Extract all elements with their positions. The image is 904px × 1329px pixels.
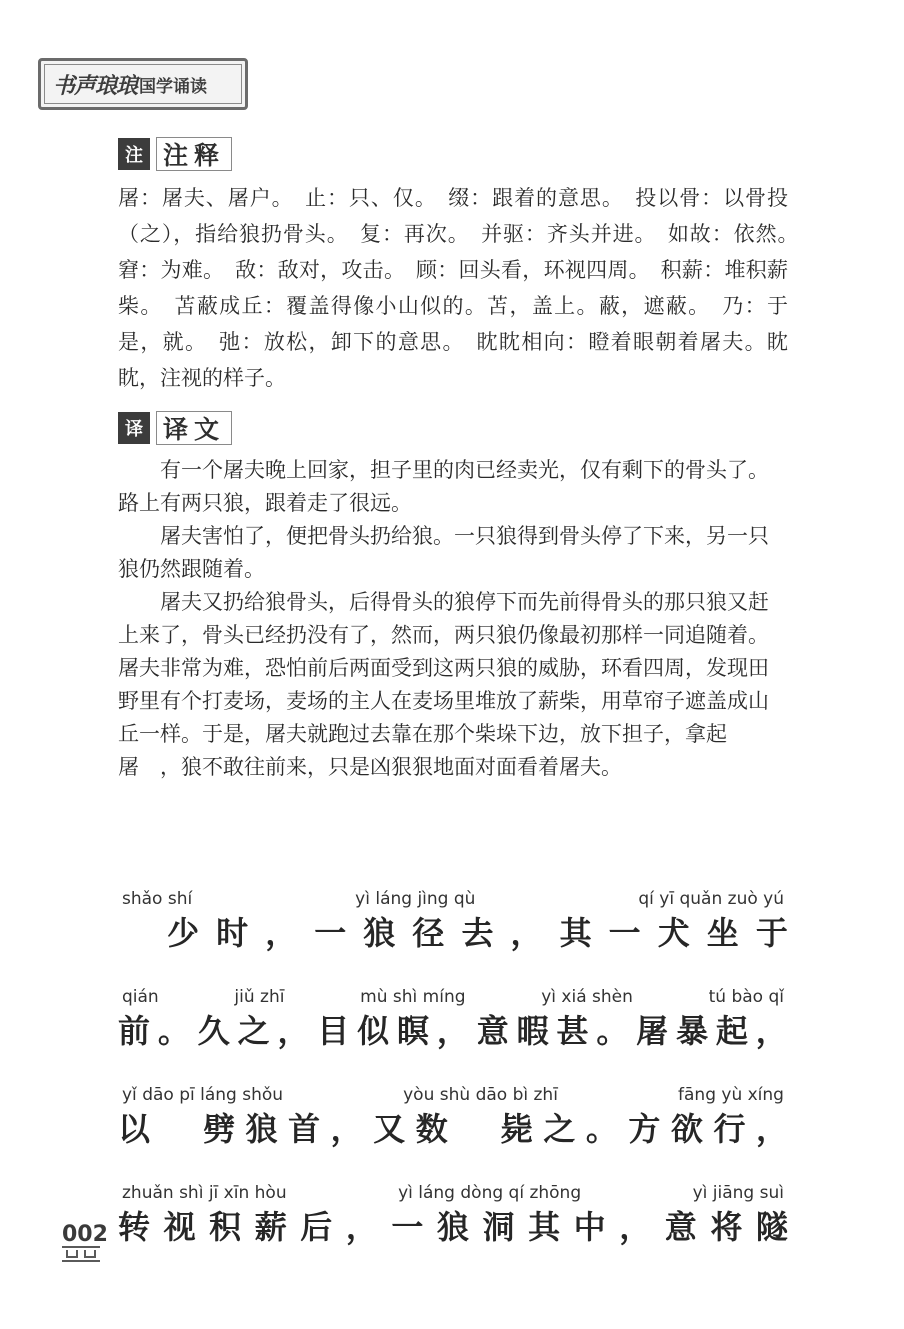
hanzi-char: 久 (197, 1012, 230, 1050)
hanzi-char: 一 (314, 914, 347, 952)
hanzi-char (458, 1106, 490, 1152)
hanzi-char: 薪 (254, 1208, 287, 1246)
hanzi-line (118, 1106, 788, 1152)
translation-paragraph: 屠夫害怕了，便把骨头扔给狼。一只狼得到骨头停了下来，另一只狼仍然跟随着。 (118, 524, 769, 581)
hanzi-char: 暴 (676, 1012, 709, 1050)
pinyin-group: fāng yù xíng (678, 1085, 784, 1105)
hanzi-char (118, 910, 150, 956)
pinyin-group: yì láng dòng qí zhōng (398, 1183, 582, 1203)
hanzi-char: ， (755, 1110, 788, 1148)
hanzi-char: 坐 (706, 914, 739, 952)
reading-line (118, 1084, 788, 1152)
hanzi-char: 数 (415, 1110, 448, 1148)
hanzi-char: 狼 (363, 914, 396, 952)
hanzi-char: ， (277, 1012, 310, 1050)
translation-paragraph: 屠夫又扔给狼骨头，后得骨头的狼停下而先前得骨头的那只狼又赶上来了，骨头已经扔没有了，然而，两只狼仍像最初那样一同追随着。屠夫非常为难，恐怕前后两面受到这两只狼的威胁，环看四周，发现田野里有个打麦场，麦场的主人在麦场里堆放了薪柴，用草帘子遮盖成山丘一样。于是，屠夫就跑过去靠在那个柴垛下边，放下担子，拿起屠 ，狼不敢往前来，只是凶狠狠地面对面看着屠夫。 (118, 590, 769, 779)
hanzi-char: 隧 (755, 1208, 788, 1246)
banner-logo: 书声琅琅 (53, 72, 138, 99)
reading-line (118, 888, 788, 956)
hanzi-char: 屠 (636, 1012, 669, 1050)
hanzi-char: ， (619, 1208, 652, 1246)
translation-section-title: 译文 (156, 411, 232, 445)
pinyin-group: qián (122, 987, 159, 1007)
hanzi-char: ， (330, 1110, 363, 1148)
pinyin-group: qí yī quǎn zuò yú (638, 889, 784, 909)
hanzi-char: 甚 (556, 1012, 589, 1050)
hanzi-char: 其 (559, 914, 592, 952)
hanzi-char: 转 (118, 1208, 151, 1246)
hanzi-line (118, 910, 788, 956)
hanzi-line (118, 1204, 788, 1250)
hanzi-line (118, 1008, 788, 1054)
hanzi-char: 行 (713, 1110, 746, 1148)
header-banner (38, 58, 248, 110)
hanzi-char: 。 (157, 1012, 190, 1050)
hanzi-char: 中 (573, 1208, 606, 1246)
hanzi-char: 时 (216, 914, 249, 952)
hanzi-char: 一 (608, 914, 641, 952)
hanzi-char: 意 (664, 1208, 697, 1246)
pinyin-group: mù shì míng (360, 987, 466, 1007)
hanzi-char: 洞 (482, 1208, 515, 1246)
reading-line (118, 986, 788, 1054)
banner-subtitle: 国学诵读 (139, 76, 208, 97)
hanzi-char: 目 (317, 1012, 350, 1050)
hanzi-char: ， (265, 914, 298, 952)
pinyin-group: yǐ dāo pī láng shǒu (122, 1085, 284, 1105)
hanzi-char: 径 (412, 914, 445, 952)
notes-section-title: 注释 (156, 137, 232, 171)
pinyin-group: jiǔ zhī (234, 987, 285, 1007)
hanzi-char: 后 (300, 1208, 333, 1246)
pinyin-group: zhuǎn shì jī xīn hòu (122, 1183, 287, 1203)
translation-text (118, 454, 788, 784)
hanzi-char: 积 (209, 1208, 242, 1246)
hanzi-char: 将 (710, 1208, 743, 1246)
hanzi-char: 以 (118, 1110, 151, 1148)
hanzi-char: 狼 (436, 1208, 469, 1246)
hanzi-char: 去 (461, 914, 494, 952)
hanzi-char: 瞑 (397, 1012, 430, 1050)
notes-section-icon: 注 (118, 138, 150, 170)
pinyin-line (118, 1182, 788, 1204)
translation-paragraph: 有一个屠夫晚上回家，担子里的肉已经卖光，仅有剩下的骨头了。路上有两只狼，跟着走了很远。 (118, 458, 769, 515)
page-number: 002 (62, 1222, 108, 1247)
notes-section-header (118, 136, 232, 172)
reading-block (118, 888, 788, 1250)
hanzi-char: 之 (543, 1110, 576, 1148)
hanzi-char: 之 (237, 1012, 270, 1050)
hanzi-char: 劈 (203, 1110, 236, 1148)
translation-section-header (118, 410, 232, 446)
hanzi-char: 于 (755, 914, 788, 952)
hanzi-char: 又 (373, 1110, 406, 1148)
hanzi-char: 狼 (245, 1110, 278, 1148)
hanzi-char: 一 (391, 1208, 424, 1246)
hanzi-char: 暇 (516, 1012, 549, 1050)
hanzi-char: 视 (163, 1208, 196, 1246)
hanzi-char: 。 (596, 1012, 629, 1050)
hanzi-char: ， (436, 1012, 469, 1050)
hanzi-char: ， (755, 1012, 788, 1050)
pinyin-group: yì jiāng suì (692, 1183, 784, 1203)
pinyin-group: tú bào qǐ (708, 987, 784, 1007)
hanzi-char: 首 (288, 1110, 321, 1148)
hanzi-char: 似 (357, 1012, 390, 1050)
reading-line (118, 1182, 788, 1250)
pinyin-line (118, 888, 788, 910)
hanzi-char: 方 (628, 1110, 661, 1148)
pinyin-line (118, 986, 788, 1008)
notes-text: 屠：屠夫、屠户。 止：只、仅。 缀：跟着的意思。 投以骨：以骨投（之），指给狼扔骨头。 复：再次。 并驱：齐头并进。 如故：依然。 窘：为难。 敌：敌对，攻击。 顾：回头看，环视四周。 积薪：堆积薪柴。 苫蔽成丘：覆盖得像小山似的。苫，盖上。蔽，遮蔽。 乃：于是，就。 弛：放松，卸下的意思。 眈眈相向：瞪着眼朝着屠夫。眈眈，注视的样子。 (118, 186, 809, 390)
hanzi-char: 。 (585, 1110, 618, 1148)
hanzi-char: 少 (167, 914, 200, 952)
hanzi-char: 意 (476, 1012, 509, 1050)
pinyin-group: yòu shù dāo bì zhī (403, 1085, 558, 1105)
pinyin-group: yì láng jìng qù (355, 889, 476, 909)
hanzi-char: 毙 (500, 1110, 533, 1148)
page-ornament-icon (62, 1246, 100, 1262)
translation-section-icon: 译 (118, 412, 150, 444)
hanzi-char: 其 (528, 1208, 561, 1246)
pinyin-group: shǎo shí (122, 889, 193, 909)
hanzi-char: 欲 (670, 1110, 703, 1148)
hanzi-char: 起 (715, 1012, 748, 1050)
pinyin-line (118, 1084, 788, 1106)
hanzi-char: 前 (118, 1012, 151, 1050)
pinyin-group: yì xiá shèn (541, 987, 633, 1007)
hanzi-char (161, 1106, 193, 1152)
hanzi-char: ， (345, 1208, 378, 1246)
hanzi-char: ， (510, 914, 543, 952)
hanzi-char: 犬 (657, 914, 690, 952)
